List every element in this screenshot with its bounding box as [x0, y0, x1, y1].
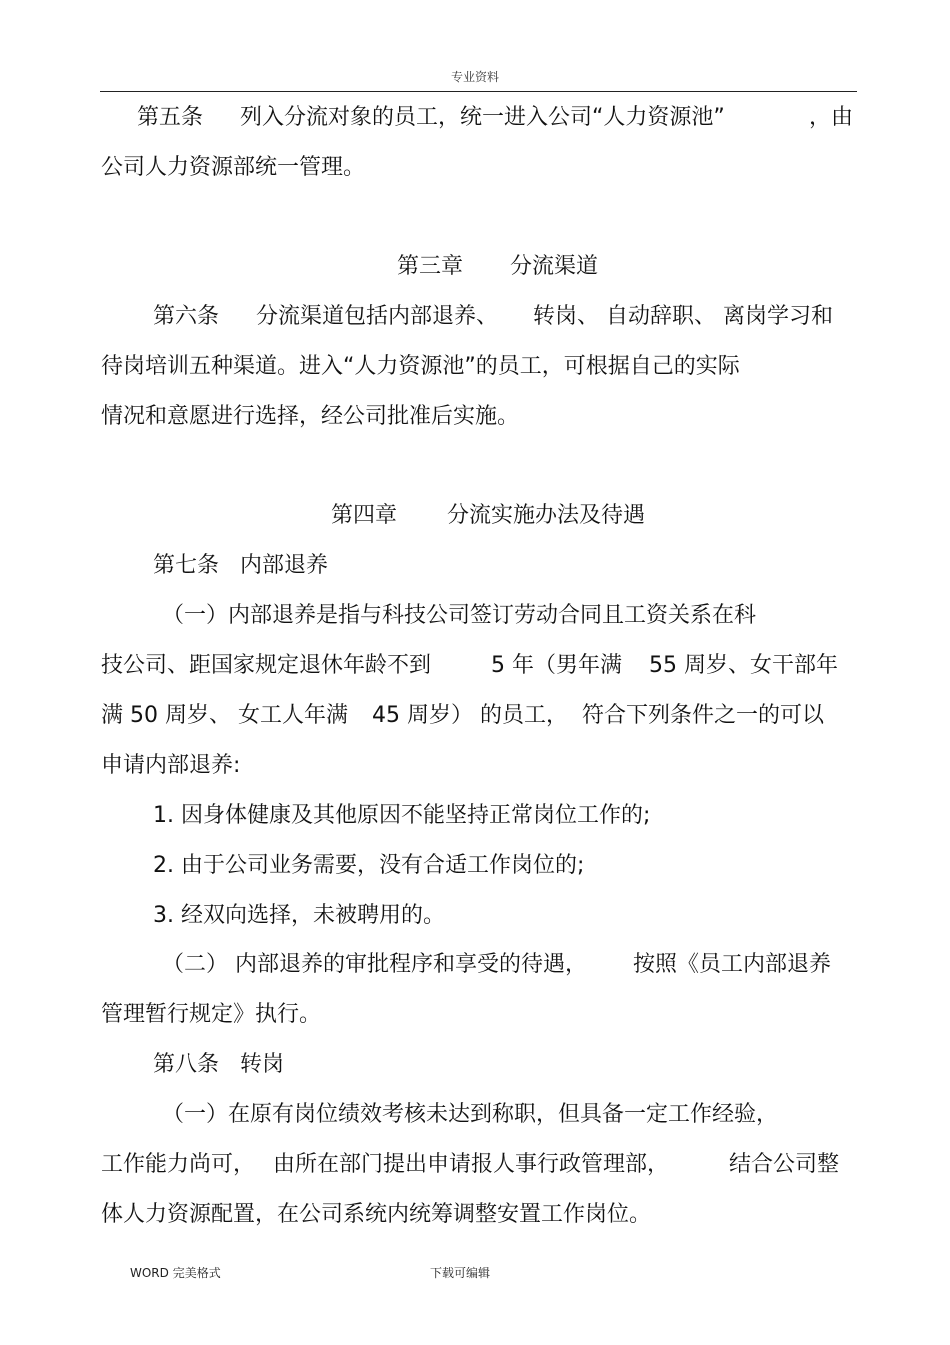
article-7-clause-2-line-1b: 按照《员工内部退养 — [633, 952, 832, 977]
article-6-line-2: 待岗培训五种渠道。进入“人力资源池”的员工，可根据自己的实际 — [101, 354, 740, 379]
article-6-line-3: 情况和意愿进行选择，经公司批准后实施。 — [101, 404, 520, 429]
article-8-clause-1-line-3: 体人力资源配置，在公司系统内统筹调整安置工作岗位。 — [101, 1202, 652, 1227]
footer-left: WORD 完美格式 — [130, 1266, 221, 1280]
list-item-1: 1. 因身体健康及其他原因不能坚持正常岗位工作的; — [153, 803, 651, 828]
article-7-clause-1-line-2b: 5 年（男年满 — [491, 653, 622, 678]
article-8-clause-1-line-1: （一）在原有岗位绩效考核未达到称职，但具备一定工作经验， — [162, 1102, 779, 1127]
article-7-clause-1-line-2c: 55 周岁、女干部年 — [649, 653, 838, 678]
article-7-clause-1-line-3b: 45 周岁） 的员工， 符合下列条件之一的可以 — [372, 703, 824, 728]
chapter-3-label: 第三章 — [397, 254, 464, 279]
article-5-line-2: 公司人力资源部统一管理。 — [101, 155, 366, 180]
article-6-text: 分流渠道包括内部退养、 — [256, 304, 499, 329]
article-7-clause-2-line-2: 管理暂行规定》执行。 — [101, 1002, 322, 1027]
article-7-clause-1-line-4: 申请内部退养: — [101, 753, 241, 778]
article-5-text-end: ，由 — [809, 105, 854, 130]
article-7-clause-1-line-3a: 满 50 周岁、 女工人年满 — [101, 703, 348, 728]
article-7-clause-1-line-1: （一）内部退养是指与科技公司签订劳动合同且工资关系在科 — [162, 603, 757, 628]
article-8-clause-1-line-2c: 结合公司整 — [729, 1152, 840, 1177]
chapter-4-label: 第四章 — [331, 503, 398, 528]
article-8-title: 第八条 转岗 — [153, 1052, 284, 1077]
article-5-text: 列入分流对象的员工，统一进入公司“人力资源池” — [240, 105, 725, 130]
list-item-2: 2. 由于公司业务需要，没有合适工作岗位的; — [153, 853, 585, 878]
article-8-clause-1-line-2a: 工作能力尚可， — [101, 1152, 256, 1177]
article-7-clause-2-line-1a: （二） 内部退养的审批程序和享受的待遇， — [162, 952, 587, 977]
chapter-4-title: 分流实施办法及待遇 — [447, 503, 646, 528]
header-rule — [100, 91, 857, 92]
chapter-3-title: 分流渠道 — [510, 254, 599, 279]
article-6-text-end: 转岗、 自动辞职、 离岗学习和 — [533, 304, 833, 329]
article-7-clause-1-line-2a: 技公司、距国家规定退休年龄不到 — [101, 653, 432, 678]
article-5-label: 第五条 — [137, 105, 204, 130]
article-6-label: 第六条 — [153, 304, 220, 329]
list-item-3: 3. 经双向选择，未被聘用的。 — [153, 903, 445, 928]
footer-center: 下载可编辑 — [430, 1266, 491, 1280]
page-header: 专业资料 — [450, 70, 499, 84]
article-7-title: 第七条 内部退养 — [153, 553, 328, 578]
article-8-clause-1-line-2b: 由所在部门提出申请报人事行政管理部， — [273, 1152, 670, 1177]
